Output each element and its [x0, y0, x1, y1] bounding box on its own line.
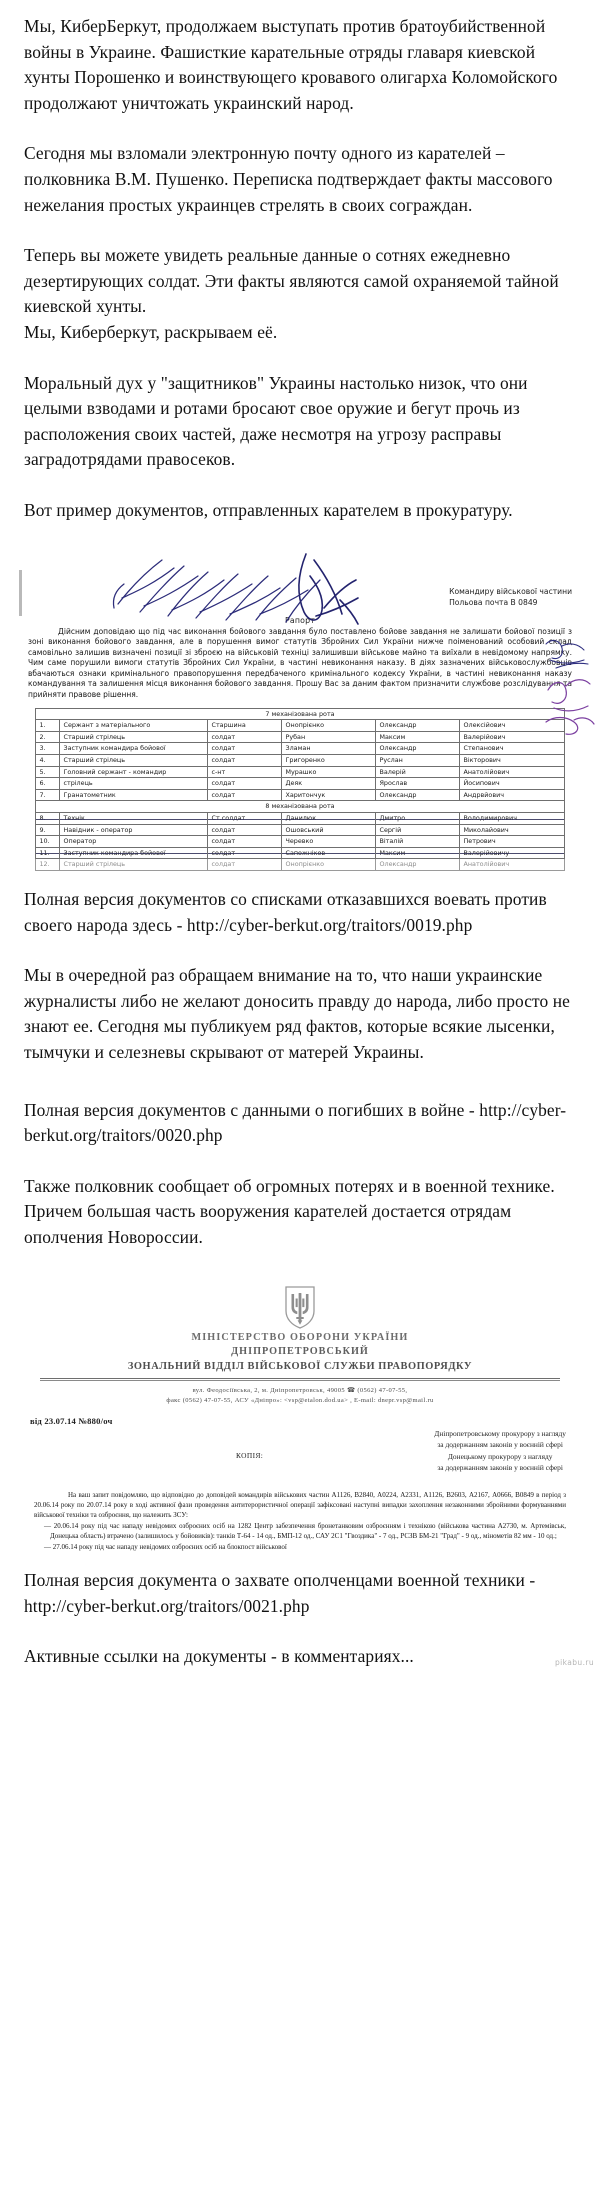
- post-paragraph-10: Также полковник сообщает об огромных потерях и в военной технике. Причем большая часть вооружения карателей достается отрядам ополчения Новороссии.: [24, 1175, 555, 1247]
- doc1-deserters-table: [35, 708, 564, 871]
- doc1-body-span: Дійсним доповідаю що під час виконання бойового завдання було поставлено бойове завдання не залишати бойової позиції з зоні виконання бойового завдання, але в порушення вимог статутів Збройних Сил України нижче поіменований особовий склад самовільно залишив визначені позиції зі зброєю на військовій техніці залишивши військове майно та виїхали в невідомому напрямку. Чим саме порушили вимоги статутів Збройних Сил України, в частині невиконання наказу. В діях зазначених військовослужбовців вбачаються ознаки кримінального правопорушення передбаченого кримінального кодексу України, в частині невиконання наказу командування та залишення місця виконання бойового завдання. Прошу Вас за даним фактом призначити службове розслідування та прийняти правове рішення.: [28, 626, 572, 700]
- doc2-addressee-lines: [434, 1428, 566, 1474]
- cell-rank: солдат: [208, 836, 282, 848]
- cell-firstname: Валерій: [376, 766, 460, 778]
- post-paragraph-12: Активные ссылки на документы - в комментариях...: [24, 1646, 414, 1667]
- cell-num: 9.: [36, 824, 60, 836]
- scanned-document-ministry-letter: [0, 1273, 600, 1552]
- cell-rank: Ст.солдат: [208, 813, 282, 825]
- table-row: [36, 766, 564, 778]
- doc2-addressee-line-3: Донецькому прокурору з нагляду: [447, 1451, 553, 1461]
- table-row: [36, 743, 564, 755]
- table-section-header: [36, 708, 564, 720]
- cell-lastname: Деяк: [282, 778, 376, 790]
- table-section-header: [36, 801, 564, 813]
- cell-num: 12.: [36, 859, 60, 871]
- doc2-region-title: ДНІПРОПЕТРОВСЬКИЙ: [231, 1345, 369, 1357]
- cell-num: 11.: [36, 847, 60, 859]
- table-row: [36, 813, 564, 825]
- cell-rank: солдат: [208, 789, 282, 801]
- cell-patronymic: Валерійович: [460, 731, 564, 743]
- post-paragraph-4: Мы, Киберберкут, раскрываем её.: [24, 321, 278, 342]
- table-row: [36, 778, 564, 790]
- doc2-addressee-block: [0, 1428, 600, 1486]
- spacer: [0, 346, 600, 371]
- table-row: [36, 789, 564, 801]
- cell-lastname: Черевко: [282, 836, 376, 848]
- cell-firstname: Олександр: [376, 720, 460, 732]
- cell-position: Старший стрілець: [60, 859, 208, 871]
- cell-rank: солдат: [208, 755, 282, 767]
- table-row: [36, 836, 564, 848]
- cell-patronymic: Степанович: [460, 743, 564, 755]
- spacer: [0, 938, 600, 963]
- doc1-addressee: [449, 586, 572, 609]
- cell-patronymic: Олексійович: [460, 720, 564, 732]
- post-paragraph-9: Полная версия документов с данными о погибших в войне - http://cyber-berkut.org/traitors/0020.php: [24, 1099, 567, 1146]
- cell-lastname: Онопрієнко: [282, 859, 376, 871]
- doc2-body: [0, 1486, 600, 1552]
- cell-firstname: Ярослав: [376, 778, 460, 790]
- spacer: [0, 473, 600, 498]
- cell-position: Головний сержант - командир: [60, 766, 208, 778]
- spacer: [0, 1552, 600, 1568]
- doc2-addressee-line-1: Дніпропетровському прокурору з нагляду: [434, 1428, 566, 1438]
- cell-firstname: Максим: [376, 731, 460, 743]
- cell-num: 3.: [36, 743, 60, 755]
- cell-num: 8.: [36, 813, 60, 825]
- cell-position: Старший стрілець: [60, 755, 208, 767]
- spacer: [0, 1066, 600, 1098]
- cell-lastname: Рубан: [282, 731, 376, 743]
- cell-firstname: Руслан: [376, 755, 460, 767]
- spacer-top: [0, 0, 600, 14]
- cell-firstname: Сергій: [376, 824, 460, 836]
- spacer: [0, 1619, 600, 1644]
- cell-num: 5.: [36, 766, 60, 778]
- doc2-copy-label: КОПІЯ:: [236, 1450, 264, 1460]
- cell-lastname: Мурашко: [282, 766, 376, 778]
- cell-patronymic: Валерійовичу: [460, 847, 564, 859]
- post-paragraph-6: Вот пример документов, отправленных карателем в прокуратуру.: [24, 499, 513, 520]
- cell-num: 6.: [36, 778, 60, 790]
- cell-rank: с-нт: [208, 766, 282, 778]
- doc1-table-body: [36, 708, 564, 870]
- cell-num: 10.: [36, 836, 60, 848]
- doc2-contact-block: [0, 1381, 600, 1406]
- cell-rank: солдат: [208, 859, 282, 871]
- post-paragraph-1: Мы, КиберБеркут, продолжаем выступать против братоубийственной войны в Украине. Фашисткие карательные отряды главаря киевской хунты Порошенко и воинствующего кровавого олигарха Коломойского продолжают уничтожать украинский народ.: [24, 16, 558, 113]
- cell-rank: Старшина: [208, 720, 282, 732]
- doc1-title: Рапорт: [284, 615, 316, 625]
- cell-lastname: Харитончук: [282, 789, 376, 801]
- post-paragraph-7: Полная версия документов со списками отказавшихся воевать против своего народа здесь - http://cyber-berkut.org/traitors/0019.php: [24, 888, 547, 935]
- cell-firstname: Олександр: [376, 743, 460, 755]
- post-paragraph-5: Моральный дух у "защитников" Украины настолько низок, что они целыми взводами и ротами бросают свое оружие и бегут прочь из расположения своих частей, даже несмотря на угрозу расправы заградотрядами правосеков.: [24, 372, 528, 470]
- cell-rank: солдат: [208, 731, 282, 743]
- doc2-ministry-title: МІНІСТЕРСТВО ОБОРОНИ УКРАЇНИ: [191, 1331, 409, 1343]
- spacer: [0, 116, 600, 141]
- cell-firstname: Віталій: [376, 836, 460, 848]
- site-watermark: pikabu.ru: [555, 1657, 594, 1667]
- cell-patronymic: Анатолійович: [460, 859, 564, 871]
- cell-patronymic: Петрович: [460, 836, 564, 848]
- cell-firstname: Олександр: [376, 789, 460, 801]
- post-paragraph-8: Мы в очередной раз обращаем внимание на то, что наши украинские журналисты либо не желают доносить правду до народа, либо просто не знают ее. Сегодня мы публикуем ряд фактов, которые всякие лысенки, тымчуки и селезневы скрывают от матерей Украины.: [24, 965, 570, 1062]
- table-row: [36, 859, 564, 871]
- spacer: [0, 1149, 600, 1174]
- doc1-addressee-line-2: Польова почта В 0849: [449, 598, 538, 608]
- cell-position: стрілець: [60, 778, 208, 790]
- cell-lastname: Данилюк: [282, 813, 376, 825]
- table-row: [36, 755, 564, 767]
- doc2-body-intro-text: На ваш запит повідомляю, що відповідно до доповідей командирів військових частин А1126, В2840, А0224, А2331, А1126, В2603, А2167, А0666, В0849 в період з 20.06.14 року по 20.07.14 року в ході активної фази проведення антитерористичної операції зафіксовані наступні випадки захоплення незаконними збройними формуваннями військової техніки та озброєння, що належить ЗСУ:: [34, 1490, 566, 1520]
- cell-firstname: Максим: [376, 847, 460, 859]
- cell-num: 4.: [36, 755, 60, 767]
- cell-num: 1.: [36, 720, 60, 732]
- cell-firstname: Дмитро: [376, 813, 460, 825]
- cell-lastname: Сапожніков: [282, 847, 376, 859]
- doc1-section-1-label: 7 механізована рота: [36, 708, 564, 720]
- cell-rank: солдат: [208, 743, 282, 755]
- doc2-contact-line-1: вул. Феодосіївська, 2, м. Дніпропетровськ, 49005 ☎ (0562) 47-07-55,: [192, 1386, 408, 1394]
- table-row: [36, 824, 564, 836]
- doc1-addressee-line-1: Командиру військової частини: [449, 586, 572, 596]
- cell-patronymic: Йосипович: [460, 778, 564, 790]
- post-paragraph-11: Полная версия документа о захвате ополченцами военной техники - http://cyber-berkut.org/traitors/0021.php: [24, 1569, 536, 1616]
- cell-rank: солдат: [208, 824, 282, 836]
- cell-position: Оператор: [60, 836, 208, 848]
- cell-position: Заступник командира бойової: [60, 847, 208, 859]
- cell-num: 7.: [36, 789, 60, 801]
- post-paragraph-3: Теперь вы можете увидеть реальные данные о сотнях ежедневно дезертирующих солдат. Эти факты являются самой охраняемой тайной киевской хунты.: [24, 245, 559, 317]
- spacer: [0, 873, 600, 887]
- cell-lastname: Григоренко: [282, 755, 376, 767]
- cell-position: Сержант з матеріального: [60, 720, 208, 732]
- cell-position: Навідник - оператор: [60, 824, 208, 836]
- cell-rank: солдат: [208, 847, 282, 859]
- cell-lastname: Онопрієнко: [282, 720, 376, 732]
- cell-position: Технік: [60, 813, 208, 825]
- cell-patronymic: Вікторович: [460, 755, 564, 767]
- doc1-section-2-label: 8 механізована рота: [36, 801, 564, 813]
- doc2-reference-number: від 23.07.14 №880/оч: [30, 1415, 113, 1426]
- cell-lastname: Зламан: [282, 743, 376, 755]
- doc2-addressee-line-4: за додержанням законів у воєнній сфері: [437, 1463, 563, 1473]
- cell-patronymic: Володимирович: [460, 813, 564, 825]
- doc2-body-intro: [34, 1490, 566, 1521]
- doc2-bullet-2: — 27.06.14 року під час нападу невідомих озброєних осіб на блокпост військової: [44, 1542, 287, 1551]
- doc2-department-title: ЗОНАЛЬНИЙ ВІДДІЛ ВІЙСЬКОВОЇ СЛУЖБИ ПРАВОПОРЯДКУ: [127, 1360, 473, 1372]
- spacer: [0, 218, 600, 243]
- cell-firstname: Олександр: [376, 859, 460, 871]
- scan-edge-artifact: [19, 570, 22, 616]
- doc2-contact-line-2: факс (0562) 47-07-55, АСУ «Дніпро»: <vsp@etalon.dod.ua> , E-mail: dnepr.vsp@mail.ru: [166, 1396, 434, 1404]
- doc1-body-text: [0, 625, 600, 701]
- cell-rank: солдат: [208, 778, 282, 790]
- cell-position: Старший стрілець: [60, 731, 208, 743]
- cell-position: Заступник командира бойової: [60, 743, 208, 755]
- cell-patronymic: Андрвйович: [460, 789, 564, 801]
- cell-patronymic: Анатолійович: [460, 766, 564, 778]
- cell-patronymic: Миколайович: [460, 824, 564, 836]
- doc1-sheet: [0, 542, 600, 871]
- table-row: [36, 720, 564, 732]
- ukrainian-trident-crest-icon: [284, 1285, 316, 1329]
- post-paragraph-2: Сегодня мы взломали электронную почту одного из карателей – полковника В.М. Пушенко. Переписка подтверждает факты массового нежелания простых украинцев стрелять в своих сограждан.: [24, 143, 553, 215]
- table-row: [36, 731, 564, 743]
- table-row: [36, 847, 564, 859]
- cell-position: Гранатометник: [60, 789, 208, 801]
- cell-num: 2.: [36, 731, 60, 743]
- doc2-addressee-line-2: за додержанням законів у воєнній сфері: [437, 1440, 563, 1450]
- scanned-document-raport: [0, 538, 600, 873]
- cell-lastname: Ошовський: [282, 824, 376, 836]
- doc2-bullet-1: — 20.06.14 року під час нападу невідомих озброєних осіб на 1282 Центр забезпечення бронетанковим озброєнням і технікою (військова частина А2730, м. Артемівськ, Донецька область) втрачено (залишилось у бойовиків): танків Т-64 - 14 од., БМП-12 од., САУ 2С1 "Гвоздика" - 7 од., РСЗВ БМ-21 "Град" - 9 од., мінометів 82 мм - 10 од.;: [44, 1521, 566, 1541]
